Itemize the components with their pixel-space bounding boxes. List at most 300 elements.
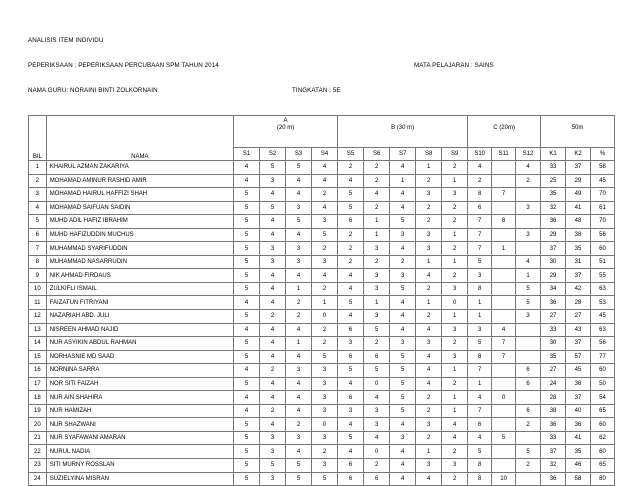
score-cell: 10 (492, 472, 516, 486)
score-cell: 5 (338, 201, 364, 215)
score-cell: 5 (390, 215, 416, 229)
score-cell: 7 (468, 228, 492, 242)
score-cell: 2 (364, 459, 390, 473)
score-cell: 4 (260, 282, 286, 296)
score-cell: 4 (390, 201, 416, 215)
score-cell: 5 (364, 323, 390, 337)
score-cell: 1 (312, 296, 338, 310)
group-c-label: C (20m) (493, 125, 515, 131)
score-cell: 3 (516, 201, 541, 215)
score-cell: 2 (338, 242, 364, 256)
score-cell: 6 (516, 364, 541, 378)
score-cell: 3 (416, 188, 442, 202)
score-cell: 4 (364, 188, 390, 202)
score-cell: 3 (312, 404, 338, 418)
score-cell (516, 242, 541, 256)
score-cell: 34 (541, 282, 566, 296)
row-bil: 10 (29, 282, 47, 296)
score-cell: 70 (590, 188, 614, 202)
page-title: ANALISIS ITEM INDIVIDU (28, 37, 104, 44)
score-cell: 3 (312, 459, 338, 473)
score-cell: 3 (260, 431, 286, 445)
score-cell: 3 (286, 255, 312, 269)
score-cell (492, 269, 516, 283)
score-cell: 4 (260, 323, 286, 337)
score-cell: 4 (286, 404, 312, 418)
score-cell: 3 (286, 201, 312, 215)
row-name: MUHAMMAD SYARIFUDDIN (46, 242, 233, 256)
score-cell (516, 323, 541, 337)
score-cell: 2 (286, 418, 312, 432)
score-cell: 37 (541, 242, 566, 256)
table-row (29, 282, 615, 296)
row-name: SUZIELYINA MISRAN (46, 472, 233, 486)
score-cell: 5 (286, 161, 312, 175)
score-cell: 36 (566, 377, 591, 391)
score-cell: 2 (286, 296, 312, 310)
score-cell: 2 (416, 431, 442, 445)
score-cell: 3 (390, 269, 416, 283)
score-cell: 42 (566, 282, 591, 296)
score-cell: 4 (312, 161, 338, 175)
score-cell: 5 (492, 431, 516, 445)
score-cell: 4 (312, 174, 338, 188)
score-cell (516, 188, 541, 202)
score-cell: 2 (442, 337, 468, 351)
score-cell: 3 (442, 350, 468, 364)
row-bil: 22 (29, 445, 47, 459)
score-cell: 3 (338, 404, 364, 418)
score-cell (492, 161, 516, 175)
score-cell: 3 (416, 242, 442, 256)
score-cell: 31 (566, 255, 591, 269)
table-row (29, 364, 615, 378)
teacher-label: NAMA GURU: NORAINI BINTI ZOLKORNAIN (28, 87, 158, 94)
score-cell: 2 (338, 255, 364, 269)
score-cell: 5 (234, 242, 260, 256)
score-cell: 1 (286, 337, 312, 351)
score-cell: 8 (468, 459, 492, 473)
score-cell: 2 (442, 242, 468, 256)
table-row (29, 228, 615, 242)
score-cell: 8 (468, 282, 492, 296)
group-total-header (541, 116, 615, 148)
score-cell: 32 (541, 459, 566, 473)
score-cell: 54 (590, 391, 614, 405)
score-cell: 5 (234, 215, 260, 229)
score-cell: 4 (286, 391, 312, 405)
sub-header-s8: S8 (416, 148, 442, 161)
sub-header-s10: S10 (468, 148, 492, 161)
score-cell: 3 (516, 228, 541, 242)
score-cell: 4 (234, 364, 260, 378)
score-cell: 4 (260, 296, 286, 310)
score-cell: 4 (260, 228, 286, 242)
exam-label: PEPERIKSAAN : PEPERIKSAAN PERCUBAAN SPM TAHUN 2014 (28, 62, 219, 69)
score-cell: 7 (468, 215, 492, 229)
score-cell: 3 (364, 282, 390, 296)
score-cell: 6 (364, 350, 390, 364)
score-cell: 41 (566, 201, 591, 215)
score-cell: 70 (590, 215, 614, 229)
score-cell: 5 (390, 391, 416, 405)
score-cell: 3 (364, 269, 390, 283)
score-cell: 33 (541, 323, 566, 337)
score-cell: 2 (364, 255, 390, 269)
score-cell: 4 (390, 445, 416, 459)
score-cell: 3 (416, 418, 442, 432)
score-cell: 4 (234, 323, 260, 337)
sub-header-s12: S12 (516, 148, 541, 161)
score-cell: 4 (390, 310, 416, 324)
score-cell: 2 (416, 215, 442, 229)
score-cell: 33 (541, 161, 566, 175)
score-cell: 3 (390, 431, 416, 445)
score-cell (492, 418, 516, 432)
score-cell: 4 (260, 391, 286, 405)
row-bil: 17 (29, 377, 47, 391)
score-cell: 4 (260, 215, 286, 229)
subject-label: MATA PELAJARAN : SAINS (414, 62, 494, 69)
score-cell: 1 (442, 228, 468, 242)
score-cell: 3 (312, 255, 338, 269)
score-cell: 3 (260, 255, 286, 269)
sub-header-s4: S4 (312, 148, 338, 161)
row-bil: 4 (29, 201, 47, 215)
score-cell: 5 (312, 472, 338, 486)
score-cell: 29 (541, 228, 566, 242)
score-cell: 4 (338, 418, 364, 432)
score-cell: 60 (590, 418, 614, 432)
score-cell: 2 (364, 337, 390, 351)
score-cell: 5 (390, 350, 416, 364)
score-cell: 30 (541, 255, 566, 269)
score-cell: 6 (338, 323, 364, 337)
score-cell: 35 (566, 445, 591, 459)
score-cell: 3 (364, 404, 390, 418)
score-cell: 1 (442, 364, 468, 378)
score-cell: 4 (390, 472, 416, 486)
table-row (29, 174, 615, 188)
table-row (29, 350, 615, 364)
score-cell: 36 (541, 418, 566, 432)
score-cell: 27 (541, 310, 566, 324)
score-cell: 2 (516, 459, 541, 473)
table-row (29, 391, 615, 405)
row-bil: 14 (29, 337, 47, 351)
score-cell: 2 (516, 418, 541, 432)
score-cell: 3 (442, 323, 468, 337)
score-cell: 4 (286, 323, 312, 337)
table-row (29, 255, 615, 269)
score-cell: 50 (590, 377, 614, 391)
score-cell: 33 (541, 431, 566, 445)
score-cell (492, 459, 516, 473)
score-cell: 2 (468, 174, 492, 188)
score-cell: 4 (416, 377, 442, 391)
score-cell: 7 (492, 337, 516, 351)
score-cell: 63 (590, 282, 614, 296)
score-cell: 4 (260, 377, 286, 391)
row-bil: 18 (29, 391, 47, 405)
score-cell: 5 (338, 364, 364, 378)
score-cell: 3 (390, 228, 416, 242)
score-cell: 25 (541, 174, 566, 188)
score-cell: 56 (590, 228, 614, 242)
score-cell: 3 (260, 242, 286, 256)
score-cell: 1 (468, 296, 492, 310)
score-cell: 4 (286, 377, 312, 391)
table-row (29, 269, 615, 283)
score-cell: 58 (590, 161, 614, 175)
group-a-letter: A (283, 118, 288, 124)
score-cell: 1 (442, 174, 468, 188)
score-cell: 37 (541, 445, 566, 459)
score-cell: 5 (390, 377, 416, 391)
score-cell: 2 (442, 269, 468, 283)
row-bil: 15 (29, 350, 47, 364)
row-name: NUR SYAFAWANI AMARAN (46, 431, 233, 445)
score-cell: 4 (442, 431, 468, 445)
score-cell: 5 (390, 282, 416, 296)
sub-header-percent: % (590, 148, 614, 161)
score-cell: 4 (286, 174, 312, 188)
score-cell (516, 215, 541, 229)
score-cell: 41 (566, 431, 591, 445)
table-body (29, 161, 615, 486)
score-cell: 4 (416, 472, 442, 486)
score-cell: 3 (312, 377, 338, 391)
score-cell: 3 (468, 323, 492, 337)
score-cell: 4 (338, 377, 364, 391)
row-bil: 11 (29, 296, 47, 310)
score-cell: 3 (364, 242, 390, 256)
score-cell: 1 (364, 228, 390, 242)
score-cell: 1 (516, 269, 541, 283)
row-bil: 20 (29, 418, 47, 432)
score-cell: 4 (416, 364, 442, 378)
score-cell: 37 (566, 337, 591, 351)
row-bil: 19 (29, 404, 47, 418)
score-cell (492, 174, 516, 188)
table-row (29, 404, 615, 418)
score-cell: 1 (416, 445, 442, 459)
score-cell: 4 (286, 445, 312, 459)
score-cell: 5 (234, 431, 260, 445)
score-cell: 35 (541, 188, 566, 202)
score-cell: 3 (260, 472, 286, 486)
score-cell: 30 (541, 337, 566, 351)
score-cell: 38 (541, 404, 566, 418)
row-bil: 7 (29, 242, 47, 256)
score-cell: 2 (416, 201, 442, 215)
score-cell: 5 (286, 459, 312, 473)
score-cell: 28 (566, 296, 591, 310)
score-cell: 40 (566, 404, 591, 418)
score-cell: 5 (234, 418, 260, 432)
score-cell: 2 (442, 201, 468, 215)
score-cell: 4 (468, 161, 492, 175)
row-name: MOHAMAD AMINUR RASHID AMIR (46, 174, 233, 188)
score-cell: 3 (468, 269, 492, 283)
score-cell: 37 (566, 391, 591, 405)
row-name: NORNINA SARRA (46, 364, 233, 378)
score-cell: 4 (286, 269, 312, 283)
score-cell (516, 337, 541, 351)
row-name: NUR HAMIZAH (46, 404, 233, 418)
score-cell: 5 (338, 296, 364, 310)
score-cell: 5 (338, 188, 364, 202)
row-name: NURUL NADIA (46, 445, 233, 459)
score-cell: 4 (234, 296, 260, 310)
score-cell: 4 (312, 269, 338, 283)
row-bil: 24 (29, 472, 47, 486)
score-cell: 5 (516, 282, 541, 296)
score-cell: 56 (590, 337, 614, 351)
score-cell: 2 (312, 282, 338, 296)
score-cell: 3 (442, 459, 468, 473)
row-name: MUHAMMAD NASARRUDIN (46, 255, 233, 269)
row-bil: 3 (29, 188, 47, 202)
score-cell (516, 391, 541, 405)
score-cell: 29 (541, 269, 566, 283)
score-cell: 43 (566, 323, 591, 337)
score-cell: 6 (338, 350, 364, 364)
score-cell: 7 (492, 188, 516, 202)
score-cell: 0 (312, 310, 338, 324)
score-cell: 3 (312, 215, 338, 229)
score-cell: 4 (312, 201, 338, 215)
score-cell: 8 (492, 215, 516, 229)
score-cell: 4 (390, 459, 416, 473)
score-cell: 6 (468, 418, 492, 432)
score-cell: 5 (312, 228, 338, 242)
score-cell: 4 (234, 161, 260, 175)
score-cell: 3 (338, 337, 364, 351)
score-cell: 6 (516, 377, 541, 391)
score-cell: 65 (590, 404, 614, 418)
score-cell: 3 (390, 337, 416, 351)
table-row (29, 310, 615, 324)
row-bil: 8 (29, 255, 47, 269)
score-cell: 2 (364, 161, 390, 175)
group-b-header (338, 116, 468, 148)
score-cell: 3 (442, 188, 468, 202)
score-cell: 3 (364, 310, 390, 324)
sub-header-k1: K1 (541, 148, 566, 161)
score-cell: 2 (442, 445, 468, 459)
score-cell: 37 (566, 161, 591, 175)
score-cell: 2 (416, 282, 442, 296)
group-c-header (468, 116, 541, 148)
score-cell: 3 (442, 282, 468, 296)
sub-header-s9: S9 (442, 148, 468, 161)
score-cell: 2 (312, 445, 338, 459)
row-name: KHAIRUL AZMAN ZAKARIYA (46, 161, 233, 175)
score-cell: 3 (416, 459, 442, 473)
table-row (29, 161, 615, 175)
score-cell: 6 (516, 404, 541, 418)
table-row (29, 377, 615, 391)
score-cell: 4 (286, 350, 312, 364)
row-bil: 5 (29, 215, 47, 229)
score-cell: 5 (312, 350, 338, 364)
score-cell: 29 (566, 174, 591, 188)
table-row (29, 445, 615, 459)
score-cell (516, 350, 541, 364)
sub-header-s5: S5 (338, 148, 364, 161)
score-cell: 2 (442, 472, 468, 486)
table-row (29, 459, 615, 473)
score-cell: 5 (390, 404, 416, 418)
sub-header-s7: S7 (390, 148, 416, 161)
score-cell: 5 (234, 201, 260, 215)
score-cell: 3 (364, 418, 390, 432)
score-cell: 4 (234, 174, 260, 188)
score-cell: 2 (442, 161, 468, 175)
row-name: MOHAMAD HAIRUL HAFFIZI SHAH (46, 188, 233, 202)
score-cell: 80 (590, 472, 614, 486)
score-cell (492, 377, 516, 391)
score-cell: 5 (260, 201, 286, 215)
score-cell: 4 (416, 323, 442, 337)
score-cell: 77 (590, 350, 614, 364)
score-cell: 2 (516, 174, 541, 188)
score-cell: 0 (442, 296, 468, 310)
score-cell: 6 (338, 391, 364, 405)
score-cell: 1 (390, 174, 416, 188)
score-cell: 60 (590, 445, 614, 459)
score-cell: 4 (338, 174, 364, 188)
row-name: ZULKIFLI ISMAIL (46, 282, 233, 296)
score-cell: 3 (312, 364, 338, 378)
score-cell (492, 296, 516, 310)
score-cell: 2 (260, 404, 286, 418)
score-cell (492, 445, 516, 459)
score-cell: 3 (286, 364, 312, 378)
score-cell: 3 (260, 445, 286, 459)
score-cell (492, 404, 516, 418)
score-cell: 3 (312, 391, 338, 405)
table-row (29, 201, 615, 215)
row-name: NUR SHAZWANI (46, 418, 233, 432)
score-cell: 27 (541, 364, 566, 378)
score-cell: 4 (286, 228, 312, 242)
score-cell: 2 (338, 228, 364, 242)
table-row (29, 431, 615, 445)
score-cell: 6 (338, 215, 364, 229)
score-cell: 38 (566, 228, 591, 242)
score-cell: 65 (590, 459, 614, 473)
score-cell: 2 (364, 201, 390, 215)
score-cell: 4 (390, 296, 416, 310)
score-cell: 1 (468, 377, 492, 391)
score-cell: 2 (312, 337, 338, 351)
score-cell (492, 201, 516, 215)
score-cell (516, 431, 541, 445)
score-cell: 2 (416, 310, 442, 324)
score-cell: 58 (566, 472, 591, 486)
score-cell: 6 (364, 472, 390, 486)
score-cell: 5 (260, 161, 286, 175)
score-cell: 4 (516, 255, 541, 269)
score-cell: 2 (416, 174, 442, 188)
table-row (29, 337, 615, 351)
sub-header-s2: S2 (260, 148, 286, 161)
score-cell: 5 (234, 459, 260, 473)
score-cell: 5 (516, 445, 541, 459)
score-cell: 5 (364, 364, 390, 378)
